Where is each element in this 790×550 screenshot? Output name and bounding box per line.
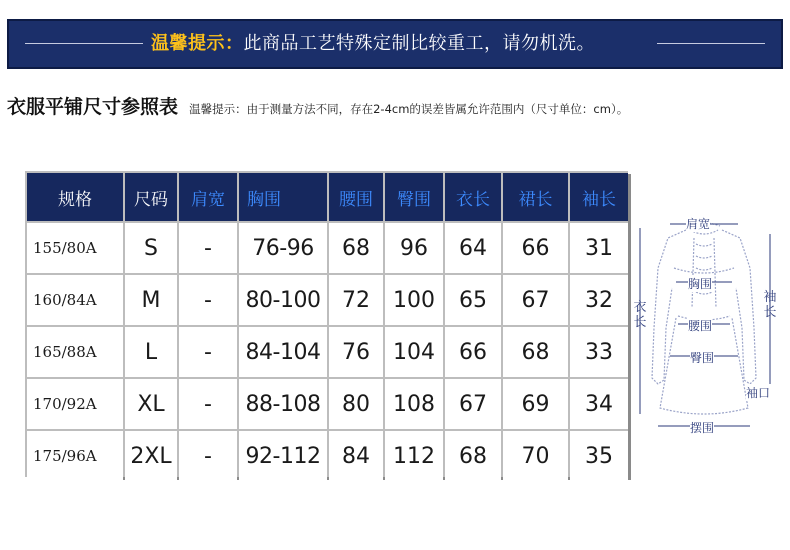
measurement-note: 温馨提示：由于测量方法不同，存在2-4cm的误差皆属允许范围内（尺寸单位：cm）。 [189, 102, 629, 116]
table-cell: 80 [329, 379, 383, 429]
table-cell: 68 [329, 223, 383, 273]
banner-message: 此商品工艺特殊定制比较重工，请勿机洗。 [243, 33, 595, 54]
table-cell: 67 [445, 379, 501, 429]
table-cell: 108 [385, 379, 443, 429]
size-chart-heading [7, 92, 628, 119]
table-cell: 88-108 [239, 379, 327, 429]
banner-divider-left [25, 43, 143, 44]
size-chart-title: 衣服平铺尺寸参照表 [7, 96, 179, 118]
header-sleeve-length: 袖长 [570, 173, 628, 221]
table-cell: 92-112 [239, 431, 327, 481]
table-cell: 31 [570, 223, 628, 273]
table-cell: 2XL [125, 431, 177, 481]
table-cell: 65 [445, 275, 501, 325]
notice-banner [7, 19, 783, 69]
header-skirt-length: 裙长 [503, 173, 568, 221]
table-cell: 160/84A [27, 275, 123, 325]
table-cell: 76 [329, 327, 383, 377]
table-cell: 70 [503, 431, 568, 481]
table-cell: 69 [503, 379, 568, 429]
table-cell: - [179, 275, 237, 325]
diagram-label-sleeve: 袖长 [763, 290, 777, 320]
table-cell: - [179, 431, 237, 481]
header-chest: 胸围 [239, 173, 327, 221]
header-length: 衣长 [445, 173, 501, 221]
size-table [25, 171, 628, 477]
table-cell: 34 [570, 379, 628, 429]
header-spec: 规格 [27, 173, 123, 221]
table-cell: - [179, 379, 237, 429]
table-cell: 68 [503, 327, 568, 377]
table-cell: 35 [570, 431, 628, 481]
table-cell: 64 [445, 223, 501, 273]
banner-label: 温馨提示： [151, 33, 244, 54]
table-cell: 170/92A [27, 379, 123, 429]
diagram-label-waist: 腰围 [688, 319, 713, 333]
diagram-label-shoulder: 肩宽 [686, 217, 711, 231]
diagram-label-chest: 胸围 [688, 277, 713, 291]
table-cell: 66 [503, 223, 568, 273]
table-cell: 96 [385, 223, 443, 273]
table-cell: 68 [445, 431, 501, 481]
banner-divider-right [657, 43, 765, 44]
table-cell: - [179, 327, 237, 377]
table-cell: 80-100 [239, 275, 327, 325]
table-cell: 72 [329, 275, 383, 325]
table-cell: L [125, 327, 177, 377]
header-shoulder: 肩宽 [179, 173, 237, 221]
table-cell: 67 [503, 275, 568, 325]
table-cell: 165/88A [27, 327, 123, 377]
diagram-label-hem: 摆围 [690, 421, 715, 435]
table-cell: 175/96A [27, 431, 123, 481]
diagram-label-hip: 臀围 [690, 351, 715, 365]
table-cell: M [125, 275, 177, 325]
measurement-diagram [628, 208, 780, 440]
table-cell: 84 [329, 431, 383, 481]
table-cell: 104 [385, 327, 443, 377]
table-cell: 66 [445, 327, 501, 377]
table-cell: 112 [385, 431, 443, 481]
table-cell: 155/80A [27, 223, 123, 273]
table-cell: 100 [385, 275, 443, 325]
table-cell: XL [125, 379, 177, 429]
table-cell: 76-96 [239, 223, 327, 273]
size-table-grid [27, 173, 626, 475]
banner-text [151, 31, 595, 57]
diagram-label-length: 衣长 [633, 300, 647, 330]
table-cell: 32 [570, 275, 628, 325]
table-cell: - [179, 223, 237, 273]
header-size: 尺码 [125, 173, 177, 221]
diagram-label-cuff: 袖口 [746, 386, 771, 400]
table-cell: 84-104 [239, 327, 327, 377]
header-hip: 臀围 [385, 173, 443, 221]
header-waist: 腰围 [329, 173, 383, 221]
table-cell: S [125, 223, 177, 273]
table-cell: 33 [570, 327, 628, 377]
